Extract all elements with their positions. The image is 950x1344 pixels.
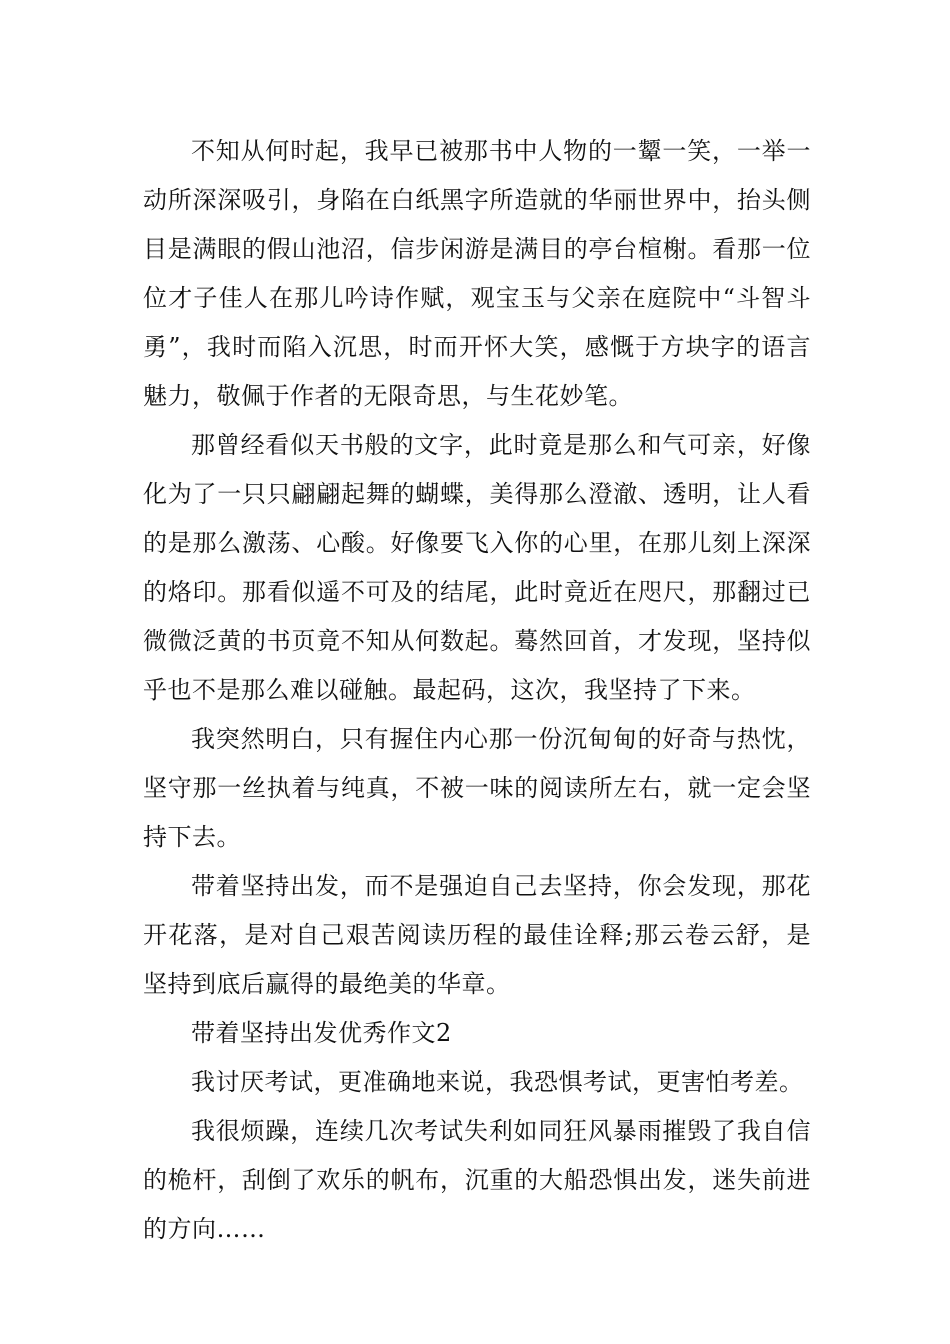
paragraph-3: 我突然明白，只有握住内心那一份沉甸甸的好奇与热忱，坚守那一丝执着与纯真，不被一味的阅读所左右，就一定会坚持下去。 bbox=[143, 725, 811, 851]
paragraph-6: 我很烦躁，连续几次考试失利如同狂风暴雨摧毁了我自信的桅杆，刮倒了欢乐的帆布，沉重的大船恐惧出发，迷失前进的方向…… bbox=[143, 1117, 811, 1243]
paragraph-5: 我讨厌考试，更准确地来说，我恐惧考试，更害怕考差。 bbox=[191, 1068, 804, 1096]
paragraph-2: 那曾经看似天书般的文字，此时竟是那么和气可亲，好像化为了一只只翩翩起舞的蝴蝶，美得那么澄澈、透明，让人看的是那么激荡、心酸。好像要飞入你的心里，在那儿刻上深深的烙印。那看似遥不可及的结尾，此时竟近在咫尺，那翻过已微微泛黄的书页竟不知从何数起。蓦然回首，才发现，坚持似乎也不是那么难以碰触。最起码，这次，我坚持了下来。 bbox=[143, 431, 811, 704]
paragraph-4: 带着坚持出发，而不是强迫自己去坚持，你会发现，那花开花落，是对自己艰苦阅读历程的最佳诠释;那云卷云舒，是坚持到底后赢得的最绝美的华章。 bbox=[143, 872, 811, 998]
document-body bbox=[143, 127, 811, 1254]
paragraph-1: 不知从何时起，我早已被那书中人物的一颦一笑，一举一动所深深吸引，身陷在白纸黑字所造就的华丽世界中，抬头侧目是满眼的假山池沼，信步闲游是满目的亭台楦榭。看那一位位才子佳人在那儿吟诗作赋，观宝玉与父亲在庭院中“斗智斗勇”，我时而陷入沉思，时而开怀大笑，感慨于方块字的语言魅力，敬佩于作者的无限奇思，与生花妙笔。 bbox=[143, 137, 811, 410]
section-title: 带着坚持出发优秀作文2 bbox=[191, 1019, 452, 1047]
